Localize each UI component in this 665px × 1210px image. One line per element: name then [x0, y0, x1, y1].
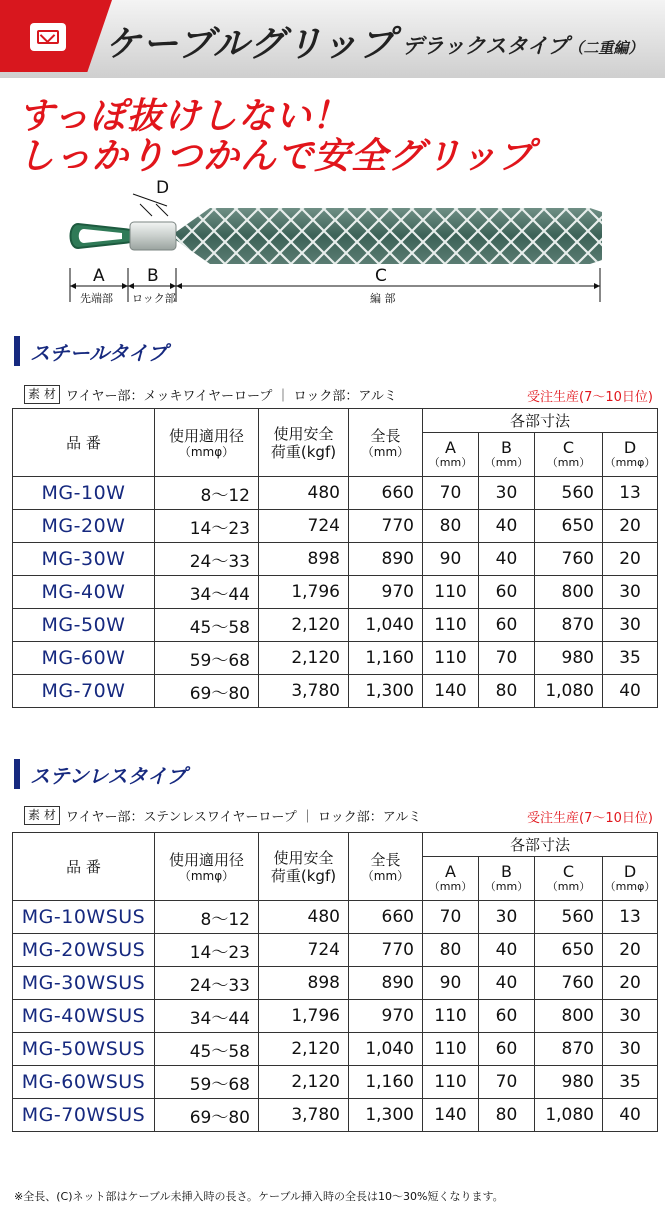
- dim-a-cell: 110: [423, 1033, 479, 1066]
- col-diameter-unit: （mmφ）: [178, 868, 235, 883]
- col-a: [423, 857, 479, 901]
- model-cell: MG-40WSUS: [13, 1000, 155, 1033]
- dim-a-cell: 110: [423, 609, 479, 642]
- col-a-label: A: [445, 438, 456, 457]
- diameter-cell: 69～80: [155, 1099, 259, 1132]
- dim-b-cell: 70: [479, 642, 535, 675]
- dim-c-cell: 760: [535, 967, 603, 1000]
- col-length: [349, 833, 423, 901]
- diameter-cell: 59～68: [155, 642, 259, 675]
- col-length: [349, 409, 423, 477]
- col-b-unit: （mm）: [484, 456, 529, 469]
- material-label: 素 材: [24, 385, 60, 404]
- col-model: 品 番: [13, 409, 155, 477]
- col-load-label: 使用安全: [273, 424, 334, 443]
- load-cell: 2,120: [259, 1066, 349, 1099]
- length-cell: 970: [349, 576, 423, 609]
- col-c: [535, 857, 603, 901]
- dim-b-cell: 80: [479, 1099, 535, 1132]
- steel-heading-text: スチールタイプ: [30, 340, 168, 365]
- length-cell: 770: [349, 510, 423, 543]
- load-cell: 2,120: [259, 642, 349, 675]
- steel-material: [24, 385, 397, 404]
- stainless-spec-table: [12, 832, 658, 1132]
- col-load-unit: 荷重(kgf): [270, 866, 337, 885]
- dim-d-cell: 35: [603, 1066, 658, 1099]
- table-row: [13, 642, 658, 675]
- label-b: B: [147, 266, 159, 286]
- model-cell: MG-20W: [13, 510, 155, 543]
- col-length-label: 全長: [370, 850, 401, 869]
- col-d-unit: （mmφ）: [604, 456, 656, 469]
- dim-a-cell: 70: [423, 477, 479, 510]
- diameter-cell: 45～58: [155, 609, 259, 642]
- load-cell: 724: [259, 510, 349, 543]
- dim-b-cell: 60: [479, 1033, 535, 1066]
- model-cell: MG-50WSUS: [13, 1033, 155, 1066]
- dim-d-cell: 20: [603, 934, 658, 967]
- table-row: [13, 510, 658, 543]
- dim-c-cell: 650: [535, 934, 603, 967]
- cable-grip-diagram: [60, 176, 605, 306]
- col-diameter-label: 使用適用径: [168, 850, 244, 869]
- table-row: [13, 967, 658, 1000]
- diameter-cell: 34～44: [155, 576, 259, 609]
- diameter-cell: 45～58: [155, 1033, 259, 1066]
- table-row: [13, 543, 658, 576]
- col-b-label: B: [501, 438, 512, 457]
- length-cell: 890: [349, 967, 423, 1000]
- load-cell: 1,796: [259, 1000, 349, 1033]
- length-cell: 660: [349, 477, 423, 510]
- subtitle-note: （二重編）: [568, 39, 644, 57]
- col-diameter-label: 使用適用径: [168, 426, 244, 445]
- diameter-cell: 24～33: [155, 543, 259, 576]
- dim-d-cell: 40: [603, 675, 658, 708]
- col-diameter: [155, 409, 259, 477]
- stainless-heading-text: ステンレスタイプ: [30, 763, 187, 788]
- diameter-cell: 14～23: [155, 934, 259, 967]
- dim-c-cell: 560: [535, 901, 603, 934]
- footnote: ※全長、(C)ネット部はケーブル未挿入時の長さ。ケーブル挿入時の全長は10～30%短くなります。: [14, 1190, 504, 1203]
- dim-d-cell: 30: [603, 1033, 658, 1066]
- steel-section-heading: [14, 334, 167, 368]
- load-cell: 2,120: [259, 1033, 349, 1066]
- dim-a-cell: 140: [423, 1099, 479, 1132]
- header-banner: [0, 0, 665, 78]
- col-c-label: C: [562, 862, 575, 881]
- label-d: D: [156, 178, 170, 198]
- section-bar: [14, 759, 20, 789]
- dim-b-cell: 30: [479, 477, 535, 510]
- col-d-label: D: [623, 862, 637, 881]
- dim-d-cell: 20: [603, 510, 658, 543]
- col-c-label: C: [562, 438, 575, 457]
- dim-a-cell: 140: [423, 675, 479, 708]
- col-c-unit: （mm）: [546, 456, 591, 469]
- col-model: 品 番: [13, 833, 155, 901]
- dim-a-cell: 70: [423, 901, 479, 934]
- dim-d-cell: 30: [603, 1000, 658, 1033]
- dim-d-cell: 20: [603, 543, 658, 576]
- dim-d-cell: 20: [603, 967, 658, 1000]
- dim-b-cell: 40: [479, 510, 535, 543]
- maruemu-logo-icon: [30, 23, 66, 51]
- col-load: [259, 833, 349, 901]
- dim-c-cell: 870: [535, 1033, 603, 1066]
- length-cell: 970: [349, 1000, 423, 1033]
- label-lock: ロック部: [132, 292, 176, 305]
- col-a-unit: （mm）: [428, 456, 473, 469]
- steel-spec-table: [12, 408, 658, 708]
- model-cell: MG-70W: [13, 675, 155, 708]
- col-c: [535, 433, 603, 477]
- col-b: [479, 433, 535, 477]
- table-row: [13, 576, 658, 609]
- stainless-section-heading: [14, 757, 187, 791]
- col-d-unit: （mmφ）: [604, 880, 656, 893]
- diameter-cell: 34～44: [155, 1000, 259, 1033]
- table-row: [13, 675, 658, 708]
- dim-c-cell: 800: [535, 576, 603, 609]
- col-load-label: 使用安全: [273, 848, 334, 867]
- page-subtitle: [402, 30, 643, 60]
- diameter-cell: 69～80: [155, 675, 259, 708]
- stainless-order-note: 受注生産(7～10日位): [527, 811, 653, 826]
- length-cell: 890: [349, 543, 423, 576]
- dim-d-cell: 13: [603, 477, 658, 510]
- dim-b-cell: 60: [479, 1000, 535, 1033]
- catch-line-1: すっぽ抜けしない！: [18, 96, 349, 137]
- label-tip: 先端部: [80, 292, 113, 305]
- load-cell: 3,780: [259, 1099, 349, 1132]
- col-dims: 各部寸法: [423, 833, 658, 857]
- model-cell: MG-10WSUS: [13, 901, 155, 934]
- length-cell: 1,040: [349, 609, 423, 642]
- col-length-unit: （mm）: [361, 444, 410, 459]
- dim-b-cell: 40: [479, 543, 535, 576]
- load-cell: 480: [259, 477, 349, 510]
- load-cell: 2,120: [259, 609, 349, 642]
- material-label: 素 材: [24, 806, 60, 825]
- page-title: ケーブルグリップ: [105, 24, 396, 65]
- col-a: [423, 433, 479, 477]
- dim-d-cell: 35: [603, 642, 658, 675]
- col-d: [603, 433, 658, 477]
- model-cell: MG-30WSUS: [13, 967, 155, 1000]
- dim-a-cell: 110: [423, 1000, 479, 1033]
- col-load-unit: 荷重(kgf): [270, 442, 337, 461]
- subtitle-text: デラックスタイプ: [402, 34, 569, 58]
- model-cell: MG-10W: [13, 477, 155, 510]
- table-row: [13, 1033, 658, 1066]
- col-dims: 各部寸法: [423, 409, 658, 433]
- dim-a-cell: 110: [423, 642, 479, 675]
- dim-b-cell: 70: [479, 1066, 535, 1099]
- dim-b-cell: 30: [479, 901, 535, 934]
- load-cell: 1,796: [259, 576, 349, 609]
- cable-grip-illustration: [60, 176, 605, 306]
- length-cell: 1,160: [349, 642, 423, 675]
- table-row: [13, 901, 658, 934]
- length-cell: 660: [349, 901, 423, 934]
- model-cell: MG-50W: [13, 609, 155, 642]
- col-a-label: A: [445, 862, 456, 881]
- dim-c-cell: 560: [535, 477, 603, 510]
- col-length-unit: （mm）: [361, 868, 410, 883]
- col-b-unit: （mm）: [484, 880, 529, 893]
- dim-c-cell: 1,080: [535, 675, 603, 708]
- dim-b-cell: 80: [479, 675, 535, 708]
- model-cell: MG-70WSUS: [13, 1099, 155, 1132]
- length-cell: 1,040: [349, 1033, 423, 1066]
- diameter-cell: 8～12: [155, 477, 259, 510]
- label-c: C: [375, 266, 387, 286]
- col-diameter-unit: （mmφ）: [178, 444, 235, 459]
- steel-table-body: [13, 477, 658, 708]
- load-cell: 898: [259, 967, 349, 1000]
- table-row: [13, 1099, 658, 1132]
- col-load: [259, 409, 349, 477]
- table-row: [13, 1000, 658, 1033]
- stainless-material: [24, 806, 421, 825]
- load-cell: 724: [259, 934, 349, 967]
- table-row: [13, 477, 658, 510]
- dim-d-cell: 13: [603, 901, 658, 934]
- material-text: ワイヤー部：ステンレスワイヤーロープ ｜ ロック部：アルミ: [65, 810, 422, 825]
- col-d: [603, 857, 658, 901]
- load-cell: 3,780: [259, 675, 349, 708]
- dim-c-cell: 760: [535, 543, 603, 576]
- length-cell: 1,300: [349, 675, 423, 708]
- dim-a-cell: 90: [423, 543, 479, 576]
- col-c-unit: （mm）: [546, 880, 591, 893]
- table-row: [13, 1066, 658, 1099]
- length-cell: 1,160: [349, 1066, 423, 1099]
- diameter-cell: 14～23: [155, 510, 259, 543]
- col-b: [479, 857, 535, 901]
- dim-b-cell: 40: [479, 967, 535, 1000]
- table-row: [13, 609, 658, 642]
- material-text: ワイヤー部：メッキワイヤーロープ ｜ ロック部：アルミ: [65, 389, 397, 404]
- dim-d-cell: 30: [603, 576, 658, 609]
- label-a: A: [93, 266, 105, 286]
- model-cell: MG-40W: [13, 576, 155, 609]
- dim-c-cell: 870: [535, 609, 603, 642]
- dim-a-cell: 90: [423, 967, 479, 1000]
- dim-c-cell: 980: [535, 1066, 603, 1099]
- length-cell: 1,300: [349, 1099, 423, 1132]
- dim-a-cell: 80: [423, 510, 479, 543]
- model-cell: MG-60W: [13, 642, 155, 675]
- dim-a-cell: 110: [423, 1066, 479, 1099]
- model-cell: MG-60WSUS: [13, 1066, 155, 1099]
- load-cell: 480: [259, 901, 349, 934]
- catch-line-2: しっかりつかんで安全グリップ: [18, 136, 535, 177]
- dim-c-cell: 980: [535, 642, 603, 675]
- steel-order-note: 受注生産(7～10日位): [527, 390, 653, 405]
- col-length-label: 全長: [370, 426, 401, 445]
- load-cell: 898: [259, 543, 349, 576]
- model-cell: MG-20WSUS: [13, 934, 155, 967]
- length-cell: 770: [349, 934, 423, 967]
- dim-d-cell: 40: [603, 1099, 658, 1132]
- section-bar: [14, 336, 20, 366]
- col-a-unit: （mm）: [428, 880, 473, 893]
- dim-b-cell: 40: [479, 934, 535, 967]
- dim-c-cell: 650: [535, 510, 603, 543]
- table-row: [13, 934, 658, 967]
- dim-c-cell: 800: [535, 1000, 603, 1033]
- col-diameter: [155, 833, 259, 901]
- col-b-label: B: [501, 862, 512, 881]
- stainless-table-body: [13, 901, 658, 1132]
- dim-a-cell: 110: [423, 576, 479, 609]
- dim-b-cell: 60: [479, 609, 535, 642]
- dim-b-cell: 60: [479, 576, 535, 609]
- dim-c-cell: 1,080: [535, 1099, 603, 1132]
- diameter-cell: 24～33: [155, 967, 259, 1000]
- dim-d-cell: 30: [603, 609, 658, 642]
- col-d-label: D: [623, 438, 637, 457]
- label-mesh: 編 部: [370, 292, 396, 305]
- dim-a-cell: 80: [423, 934, 479, 967]
- diameter-cell: 59～68: [155, 1066, 259, 1099]
- diameter-cell: 8～12: [155, 901, 259, 934]
- model-cell: MG-30W: [13, 543, 155, 576]
